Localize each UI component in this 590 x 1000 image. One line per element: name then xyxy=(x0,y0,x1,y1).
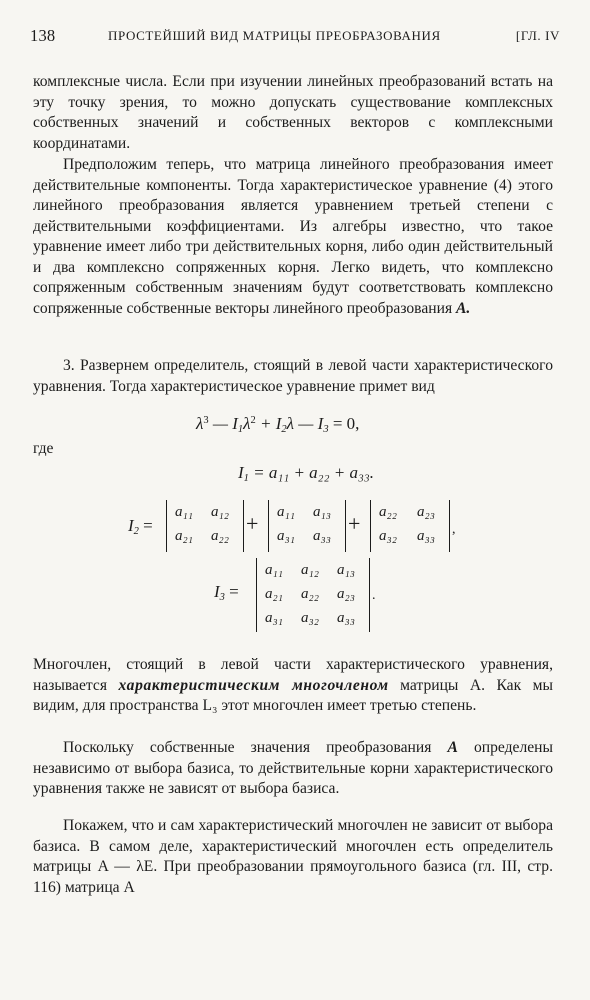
where-label: где xyxy=(33,440,54,457)
running-header xyxy=(30,26,560,50)
determinant-1: a₁₁ a₁₂ a₂₁ a₂₂ xyxy=(166,500,244,552)
paragraph-3: 3. Развернем определитель, стоящий в левой части характеристического уравнения. Тогда характеристическое уравнение примет вид xyxy=(33,357,553,395)
plus-sign: + xyxy=(348,511,361,536)
term-characteristic-polynomial: характеристическим многочленом xyxy=(118,676,389,694)
characteristic-equation: $\lambda^3$ — $I_1\lambda^2 + I_2\lambda$ — $I_3 = 0$, xyxy=(196,414,360,435)
paragraph-1: комплексные числа. Если при изучении линейных преобразований встать на эту точку зрения, то можно допускать существование комплексных собственных значений и собственных векторов с комплексными координатами. xyxy=(33,73,553,152)
invariant-i1-equation: $I_1 = a_{11} + a_{22} + a_{33}$. xyxy=(238,463,375,484)
determinant-3: a₂₂ a₂₃ a₃₂ a₃₃ xyxy=(370,500,450,552)
paragraph-6: Покажем, что и сам характеристический многочлен не зависит от выбора базиса. В самом деле, характеристический многочлен есть определитель матрицы A — λE. При преобразовании прямоугольного базиса (гл. III, стр. 116) матрица A xyxy=(33,817,553,896)
paragraph-2: Предположим теперь, что матрица линейного преобразования имеет действительные компоненты. Тогда характеристическое уравнение (4) этого линейного преобразования является уравнением третьей степени с действительными коэффициентами. Из алгебры известно, что такое уравнение имеет либо три действительных корня, либо один действительный и два комплексно сопряженных корня. Легко видеть, что комплексно сопряженным собственным значениям будут соответствовать комплексно сопряженные собственные векторы линейного преобразования A. xyxy=(33,156,553,317)
book-page: 138 ПРОСТЕЙШИЙ ВИД МАТРИЦЫ ПРЕОБРАЗОВАНИЯ [ГЛ. IV комплексные числа. Если при изучении линейных преобразований встать на эту точку зрения, то можно допускать существование комплексных собственных значений и собственных векторов с комплексными координатами. Предположим теперь, что матрица линейного преобразования имеет действительные компоненты. Тогда характеристическое уравнение (4) этого линейного преобразования является уравнением третьей степени с действительными коэффициентами. Из алгебры известно, что такое уравнение имеет либо три действительных корня, либо один действительный и два комплексно сопряженных корня. Легко видеть, что комплексно сопряженным собственным значениям будут соответствовать комплексно сопряженные собственные векторы линейного преобразования A. 3. Развернем определитель, стоящий в левой части характеристического уравнения. Тогда характеристическое уравнение примет вид $\lambda^3$ — $I_1\lambda^2 + I_2\lambda$ — $I_3 = 0$, где $I_1 = a_{11} + a_{22} + a_{33}$. $I_2$ = a₁₁ a₁₂ a₂₁ a₂₂ + a₁₁ a₁₃ a₃₁ a₃₃ + a₂₂ a₂₃ a₃₂ a₃₃ , $I_3$ = a₁₁ a₁₂ a₁₃ a₂₁ a₂₂ a₂₃ a₃₁ a₃₂ a₃₃ . Многочлен, стоящий в левой части характеристического уравнения, называется характеристическим многочленом матрицы A. Как мы видим, для пространства L₃ этот многочлен имеет третью степень. Поскольку собственные значения преобразования A определены независимо от выбора базиса, то действительные корни характеристического уравнения также не зависят от выбора базиса. Покажем, что и сам характеристический многочлен не зависит от выбора базиса. В самом деле, характеристический многочлен есть определитель матрицы A — λE. При преобразовании прямоугольного базиса (гл. III, стр. 116) матрица A xyxy=(0,0,590,1000)
chapter-label: [ГЛ. IV xyxy=(515,28,560,43)
operator-a: A. xyxy=(456,299,471,317)
paragraph-4: Многочлен, стоящий в левой части характеристического уравнения, называется характеристическим многочленом матрицы A. Как мы видим, для пространства L₃ этот многочлен имеет третью степень. xyxy=(33,656,553,714)
determinant-2: a₁₁ a₁₃ a₃₁ a₃₃ xyxy=(268,500,346,552)
running-title: ПРОСТЕЙШИЙ ВИД МАТРИЦЫ ПРЕОБРАЗОВАНИЯ xyxy=(108,28,441,43)
plus-sign: + xyxy=(246,511,259,536)
determinant-3x3: a₁₁ a₁₂ a₁₃ a₂₁ a₂₂ a₂₃ a₃₁ a₃₂ a₃₃ xyxy=(256,558,370,632)
paragraph-5: Поскольку собственные значения преобразования A определены независимо от выбора базиса, то действительные корни характеристического уравнения также не зависят от выбора базиса. xyxy=(33,739,554,797)
page-number: 138 xyxy=(30,26,56,45)
